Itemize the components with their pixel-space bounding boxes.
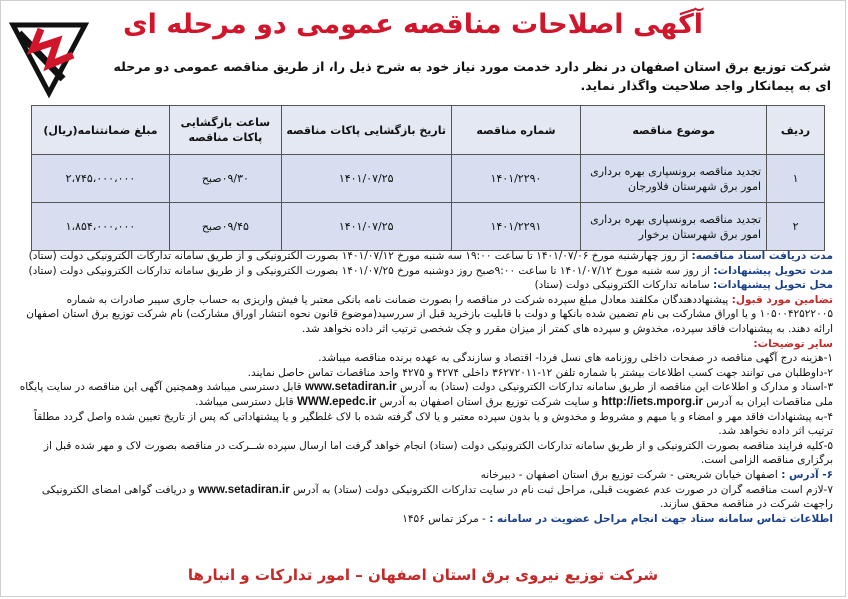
accepted-guarantees <box>15 293 833 337</box>
delivery-place <box>15 278 833 293</box>
note-item: ۴-به پیشنهادات فاقد مهر و امضاء و یا مبهم و مشروط و مخدوش و یا بدون سپرده معتبر و یا لاک گرفته شده با لاک غلطگیر و یا پیشنهاداتی که پس از تاریخ تعیین شده واصل گردد مطلقاً ترتیب اثر داده نخواهد شد. <box>33 410 833 438</box>
receive-label: مدت دریافت اسناد مناقصه: <box>691 250 833 262</box>
contact-label: اطلاعات تماس سامانه ستاد جهت انجام مراحل عضویت در سامانه : <box>489 512 833 525</box>
guarantee-label: تضامین مورد قبول: <box>731 293 833 306</box>
cell-tender-number: ۱۴۰۱/۲۲۹۱ <box>451 203 581 251</box>
tender-table <box>31 105 825 251</box>
contact-info <box>15 512 833 527</box>
receive-period <box>15 249 833 264</box>
cell-open-time: ۰۹/۳۰صبح <box>169 155 281 203</box>
cell-row-number: ۱ <box>767 155 825 203</box>
cell-open-time: ۰۹/۴۵صبح <box>169 203 281 251</box>
address-label: ۶- آدرس : <box>781 468 833 481</box>
setadiran-link[interactable]: www.setadiran.ir <box>305 381 397 394</box>
place-text: سامانه تدارکات الکترونیکی دولت (ستاد) <box>534 279 710 292</box>
epedc-link[interactable]: WWW.epedc.ir <box>297 395 377 408</box>
cell-subject: تجدید مناقصه برونسپاری بهره برداری امور برق شهرستان برخوار <box>581 203 767 251</box>
cell-subject: تجدید مناقصه برونسپاری بهره برداری امور برق شهرستان فلاورجان <box>581 155 767 203</box>
header-subject: موضوع مناقصه <box>581 106 767 155</box>
header-guarantee: مبلغ ضمانتنامه(ریال) <box>32 106 170 155</box>
cell-tender-number: ۱۴۰۱/۲۲۹۰ <box>451 155 581 203</box>
note-7-text-b: و دریافت گواهی امضای الکترونیکی راجهت شرکت در مناقصه محقق سازند. <box>41 483 833 511</box>
note-item: ۲-داوطلبان می توانند جهت کسب اطلاعات بیشتر با شماره تلفن ۱۲-۳۶۲۷۲۰۱۱ داخلی ۴۲۷۴ و ۴۲۷۵ واحد مناقصات تماس حاصل نمایند. <box>247 366 833 379</box>
cell-row-number: ۲ <box>767 203 825 251</box>
note-3-text-a: ۳-اسناد و مدارک و اطلاعات این مناقصه از طریق سامانه تدارکات الکترونیکی دولت (ستاد) به آدرس <box>400 381 833 394</box>
note-7-text-a: ۷-لازم است مناقصه گران در صورت عدم عضویت قبلی، مراحل ثبت نام در سایت تدارکات الکترونیکی دولت (ستاد) به آدرس <box>293 483 833 496</box>
cell-guarantee: ۲،۷۴۵،۰۰۰،۰۰۰ <box>32 155 170 203</box>
iets-link[interactable]: http://iets.mporg.ir <box>601 395 703 408</box>
issuer-name: شرکت توزیع نیروی برق استان اصفهان – امور تدارکات و انبارها <box>187 566 659 584</box>
table-header-row <box>32 106 825 155</box>
setadiran-link-2[interactable]: www.setadiran.ir <box>198 483 290 496</box>
header-tender-number: شماره مناقصه <box>451 106 581 155</box>
note-3-text-b: قابل دسترسی میباشد وهمچنین آگهی این مناقصه در سایت پایگاه ملی مناقصات ایران به آدرس <box>19 381 833 408</box>
note-item: ۱-هزینه درج آگهی مناقصه در صفحات داخلی روزنامه های نسل فردا- اقتصاد و سازندگی به عهده برنده مناقصه میباشد. <box>318 352 833 365</box>
table-row <box>32 203 825 251</box>
guarantee-text: پیشنهاددهندگان مکلفند معادل مبلغ سپرده شرکت در مناقصه را بصورت ضمانت نامه بانکی معتبر یا فیش واریزی به حساب جاری سیبر صادرات به شماره ۱۰۵۰۰۴۲۵۲۲۰۰۵ و یا اوراق مشارکت بی نام تضمین شده بانکها و دولت با قابلیت بازخرید قبل از سررسید(موضوع قانون نحوه انتشار اوراق مشارکت) نام شرکت توزیع برق استان اصفهان ارائه دهند. به پیشنهادات فاقد سپرده، مخدوش و سپرده های کمتر از میزان مقرر و چک شخصی ترتیب اثر داده نخواهد شد. <box>26 293 833 335</box>
other-notes-heading <box>15 337 833 352</box>
header-open-time: ساعت بازگشایی پاکات مناقصه <box>169 106 281 155</box>
cell-open-date: ۱۴۰۱/۰۷/۲۵ <box>281 203 451 251</box>
notice-title: آگهی اصلاحات مناقصه عمومی دو مرحله ای <box>122 9 704 40</box>
notice-intro: شرکت توزیع برق استان اصفهان در نظر دارد خدمت مورد نیاز خود به شرح ذیل را، از طریق مناقصه عمومی دو مرحله ای به پیمانکار واجد صلاحیت واگذار نماید. <box>113 59 831 93</box>
contact-text: - مرکز تماس ۱۴۵۶ <box>402 512 486 525</box>
notice-body <box>15 249 833 526</box>
note-3-text-c: و سایت شرکت توزیع برق استان اصفهان به آدرس <box>379 395 599 408</box>
place-label: محل تحویل پیشنهادات: <box>713 279 833 292</box>
note-item: ۵-کلیه فرایند مناقصه بصورت الکترونیکی و از طریق سامانه تدارکات الکترونیکی دولت (ستاد) انجام خواهد گرفت اما ارسال سپرده شــرکت در مناقصه بصورت لاک و مهر شده قبل از برگزاری مناقصه الزامی است. <box>43 439 833 467</box>
company-logo <box>5 19 91 99</box>
deliver-period <box>15 264 833 279</box>
table-row <box>32 155 825 203</box>
header-row-number: ردیف <box>767 106 825 155</box>
receive-text: از روز چهارشنبه مورخ ۱۴۰۱/۰۷/۰۶ تا ساعت ۱۹:۰۰ سه شنبه مورخ ۱۴۰۱/۰۷/۱۲ بصورت الکترونیکی و از طریق سامانه تدارکات الکترونیکی دولت (ستاد) <box>28 250 689 262</box>
cell-open-date: ۱۴۰۱/۰۷/۲۵ <box>281 155 451 203</box>
other-label: سایر توضیحات: <box>753 337 833 350</box>
cell-guarantee: ۱،۸۵۴،۰۰۰،۰۰۰ <box>32 203 170 251</box>
note-item <box>15 380 833 409</box>
note-item <box>15 483 833 512</box>
note-item <box>15 468 833 483</box>
address-text: اصفهان خیابان شریعتی - شرکت توزیع برق استان اصفهان - دبیرخانه <box>480 468 778 481</box>
header-open-date: تاریخ بازگشایی پاکات مناقصه <box>281 106 451 155</box>
deliver-label: مدت تحویل پیشنهادات: <box>713 264 833 277</box>
note-3-text-d: قابل دسترسی میباشد. <box>195 395 294 408</box>
deliver-text: از روز سه شنبه مورخ ۱۴۰۱/۰۷/۱۲ تا ساعت ۹:۰۰صبح روز دوشنبه مورخ ۱۴۰۱/۰۷/۲۵ بصورت الکترونیکی و از طریق سامانه تدارکات الکترونیکی دولت (ستاد) <box>28 264 710 277</box>
